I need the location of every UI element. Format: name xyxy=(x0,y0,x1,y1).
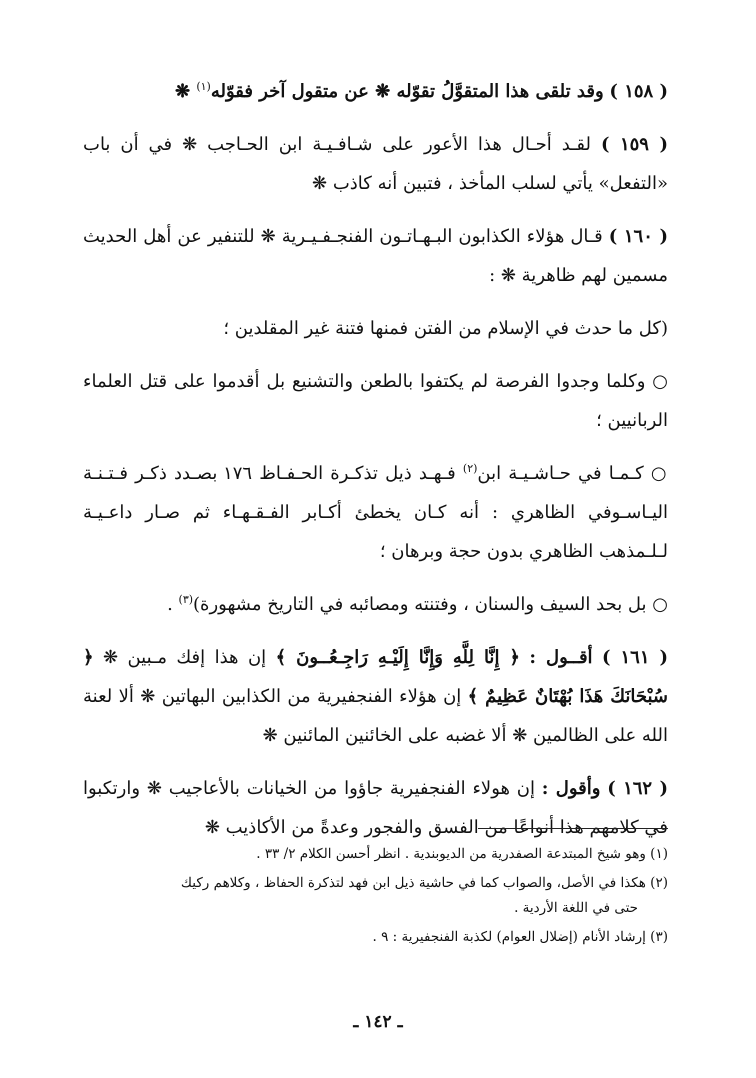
quran-verse: ﴿ سُبْحَانَكَ هَذَا بُهْتَانٌ عَظِيمٌ ﴾ xyxy=(83,647,668,707)
quoted-claim-2 xyxy=(83,362,668,440)
quoted-claim-4 xyxy=(83,585,668,624)
footnote-divider xyxy=(478,828,668,829)
paragraph-161 xyxy=(83,638,668,755)
paragraph-number: ( ١٦٢ ) xyxy=(607,778,668,799)
footnote-1 xyxy=(83,842,668,867)
paragraph-label: وأقول : xyxy=(541,778,601,799)
paragraph-text: ○ بل بحد السيف والسنان ، وفتنته ومصائبه في التاريخ مشهورة) xyxy=(193,594,668,615)
paragraph-text: (كل ما حدث في الإسلام من الفتن فمنها فتنة غير المقلدين ؛ xyxy=(223,318,668,339)
paragraph-159 xyxy=(83,125,668,203)
footnote-marker: (٢) xyxy=(462,462,478,475)
footnote-text: هكذا في الأصل، والصواب كما في حاشية ذيل ابن فهد لتذكرة الحفاظ ، وكلاهم ركيك xyxy=(180,875,646,891)
paragraph-162 xyxy=(83,769,668,847)
paragraph-text: فـهـد ذيل تذكـرة الحـفـاظ ١٧٦ بصـدد ذكـر فـتـنـة اليـاسـوفي الظاهري : أنه كـان يخطئ أكـابر الفـقـهـاء ثم صـار داعـيـة لـلـمذهب الظاهري بدون حجة وبرهان ؛ xyxy=(83,463,668,562)
paragraph-text: قـال هؤلاء الكذابون البـهـاتـون الفنجـفـيـرية ❋ للتنفير عن أهل الحديث مسمين لهم ظاهرية ❋ : xyxy=(83,226,668,286)
footnote-text: إرشاد الأنام (إضلال العوام) لكذبة الفنجفيرية : ٩ . xyxy=(372,929,646,945)
footnotes xyxy=(83,842,668,954)
quoted-claim-3 xyxy=(83,454,668,571)
footnote-number: (٢) xyxy=(650,875,668,891)
footnote-marker: (١) xyxy=(196,80,211,93)
paragraph-label: أقــول : xyxy=(529,647,593,668)
paragraph-text: لقـد أحـال هذا الأعور على شـافـيـة ابن الحـاجب ❋ في أن باب «التفعل» يأتي لسلب المأخذ ، فتبين أنه كاذب ❋ xyxy=(83,134,668,194)
paragraph-number: ( ١٥٨ ) xyxy=(609,81,668,102)
footnote-text: وهو شيخ المبتدعة الصفدرية من الديوبندية . انظر أحسن الكلام ٢/ ٣٣ . xyxy=(256,846,646,862)
footnote-marker: (٣) xyxy=(178,593,194,606)
paragraph-158 xyxy=(83,72,668,111)
paragraph-text: ○ وكلما وجدوا الفرصة لم يكتفوا بالطعن والتشنيع بل أقدموا على قتل العلماء الربانيين ؛ xyxy=(83,371,668,431)
paragraph-160 xyxy=(83,217,668,295)
quoted-claim-1 xyxy=(83,309,668,348)
paragraph-number: ( ١٥٩ ) xyxy=(600,134,668,155)
quran-verse: ﴿ إِنَّا لِلَّهِ وَإِنَّا إِلَيْـهِ رَاجِـعُــونَ ﴾ xyxy=(275,647,520,668)
paragraph-text: إن هؤلاء الفنجفيرية من الكذابين البهاتين ❋ ألا لعنة الله على الظالمين ❋ ألا غضبه على الخائنين المائنين ❋ xyxy=(83,686,668,746)
paragraph-end-mark: ❋ xyxy=(174,81,197,102)
paragraph-end-mark: . xyxy=(167,594,179,615)
footnote-continuation: حتى في اللغة الأردية . xyxy=(514,900,638,916)
footnote-number: (٣) xyxy=(650,929,668,945)
paragraph-text: وقد تلقى هذا المتقوَّلُ تقوّله ❋ عن متقول آخر فقوّله xyxy=(210,81,604,102)
footnote-number: (١) xyxy=(650,846,668,862)
paragraph-number: ( ١٦١ ) xyxy=(602,647,669,668)
paragraph-text-start: ○ كـمـا في حـاشـيـة ابن xyxy=(477,463,669,484)
main-text xyxy=(83,72,668,861)
paragraph-text: إن هولاء الفنجفيرية جاؤوا من الخيانات بالأعاجيب ❋ وارتكبوا في كلامهم هذا أنواعًا من الفسق والفجور وعدةً من الأكاذيب ❋ xyxy=(83,778,668,838)
footnote-2 xyxy=(83,871,668,921)
paragraph-number: ( ١٦٠ ) xyxy=(608,226,668,247)
paragraph-text-mid: إن هذا إفك مـبين ❋ xyxy=(93,647,276,668)
footnote-3 xyxy=(83,925,668,950)
page-number: ـ ١٤٢ ـ xyxy=(353,1012,403,1032)
